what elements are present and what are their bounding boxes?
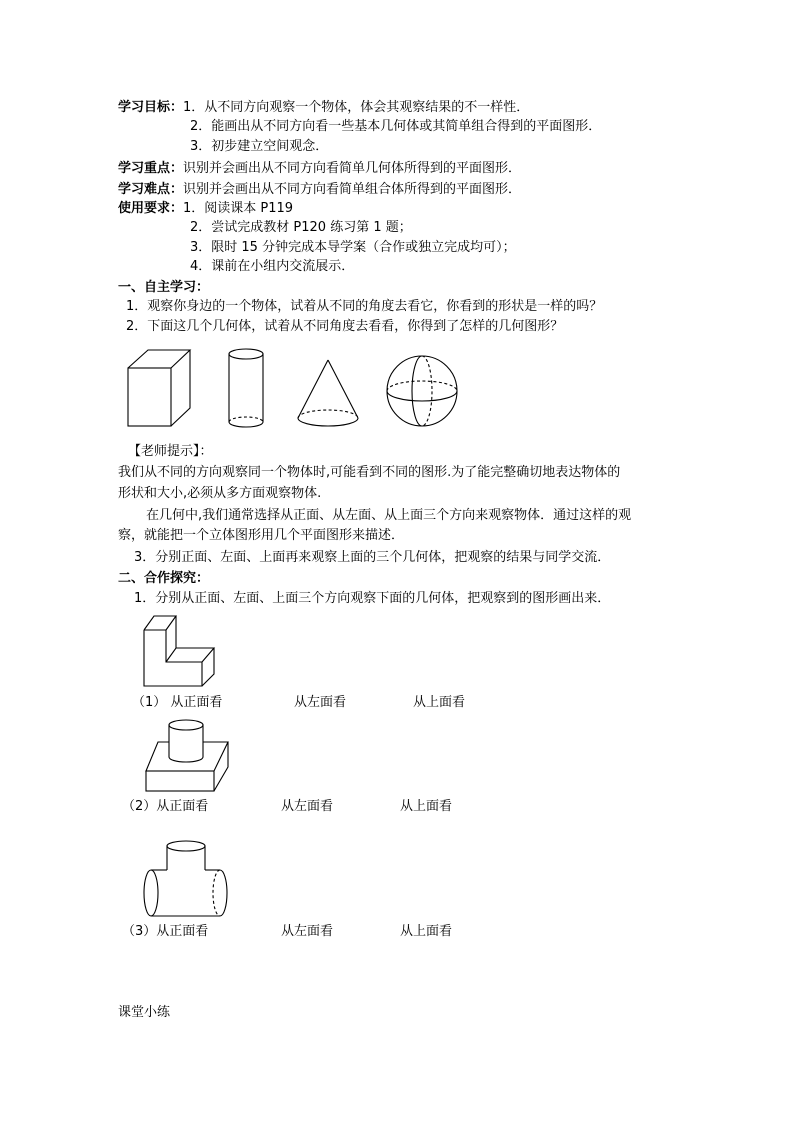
teacher-hint-text: 形状和大小,必须从多方面观察物体. [118, 486, 322, 501]
practice-heading: 课堂小练 [118, 1005, 171, 1020]
view-label-top: 从上面看 [400, 924, 453, 939]
section1-heading: 一、自主学习： [118, 280, 210, 295]
goal-item: 1．从不同方向观察一个物体，体会其观察结果的不一样性． [183, 100, 530, 115]
requirement-item: 4．课前在小组内交流展示． [190, 259, 355, 274]
section1-question-1: 1．观察你身边的一个物体，试着从不同的角度去看它，你看到的形状是一样的吗？ [126, 299, 603, 314]
t-cylinders-figure [140, 836, 234, 920]
section2-question-1: 1．分别从正面、左面、上面三个方向观察下面的几何体，把观察到的图形画出来． [134, 591, 611, 606]
l-block-figure [138, 612, 220, 688]
key-point-label: 学习重点： [118, 161, 184, 176]
requirement-item: 3．限时 15 分钟完成本导学案（合作或独立完成均可）； [190, 240, 516, 255]
teacher-hint-label: 【老师提示】： [128, 444, 213, 459]
view-label-left: 从左面看 [281, 924, 334, 939]
teacher-hint-text: 察，就能把一个立体图形用几个平面图形来描述． [118, 528, 405, 543]
difficulty-row [118, 181, 521, 199]
key-point-row [118, 160, 521, 178]
goal-item: 2．能画出从不同方向看一些基本几何体或其简单组合得到的平面图形． [190, 119, 602, 134]
cylinder-figure [224, 346, 270, 432]
requirements-row-1 [118, 200, 293, 218]
goals-row-1 [118, 99, 529, 117]
view-label-top: 从上面看 [400, 799, 453, 814]
goals-label: 学习目标： [118, 100, 184, 115]
requirement-item: 1．阅读课本 P119 [183, 201, 294, 216]
difficulty-label: 学习难点： [118, 182, 184, 197]
key-point-text: 识别并会画出从不同方向看简单几何体所得到的平面图形． [183, 161, 522, 176]
section1-question-2: 2．下面这几个几何体，试着从不同角度去看看，你得到了怎样的几何图形？ [126, 319, 564, 334]
view-label-front: （1） 从正面看 [132, 695, 223, 710]
cylinder-on-block-figure [140, 715, 234, 795]
sphere-figure [384, 353, 460, 429]
requirements-label: 使用要求： [118, 201, 184, 216]
goal-item: 3．初步建立空间观念． [190, 139, 329, 154]
cone-figure [294, 358, 362, 430]
view-label-left: 从左面看 [294, 695, 347, 710]
view-label-left: 从左面看 [281, 799, 334, 814]
difficulty-text: 识别并会画出从不同方向看简单组合体所得到的平面图形． [183, 182, 522, 197]
view-label-top: 从上面看 [413, 695, 466, 710]
cube-figure [124, 346, 194, 430]
requirement-item: 2．尝试完成教材 P120 练习第 1 题； [190, 220, 412, 235]
teacher-hint-text: 在几何中,我们通常选择从正面、从左面、从上面三个方向来观察物体．通过这样的观 [146, 508, 632, 523]
teacher-hint-text: 我们从不同的方向观察同一个物体时,可能看到不同的图形.为了能完整确切地表达物体的 [118, 465, 621, 480]
view-label-front: （3）从正面看 [122, 924, 209, 939]
view-label-front: （2）从正面看 [122, 799, 209, 814]
section2-heading: 二、合作探究： [118, 571, 210, 586]
section1-question-3: 3．分别正面、左面、上面再来观察上面的三个几何体，把观察的结果与同学交流． [134, 550, 611, 565]
